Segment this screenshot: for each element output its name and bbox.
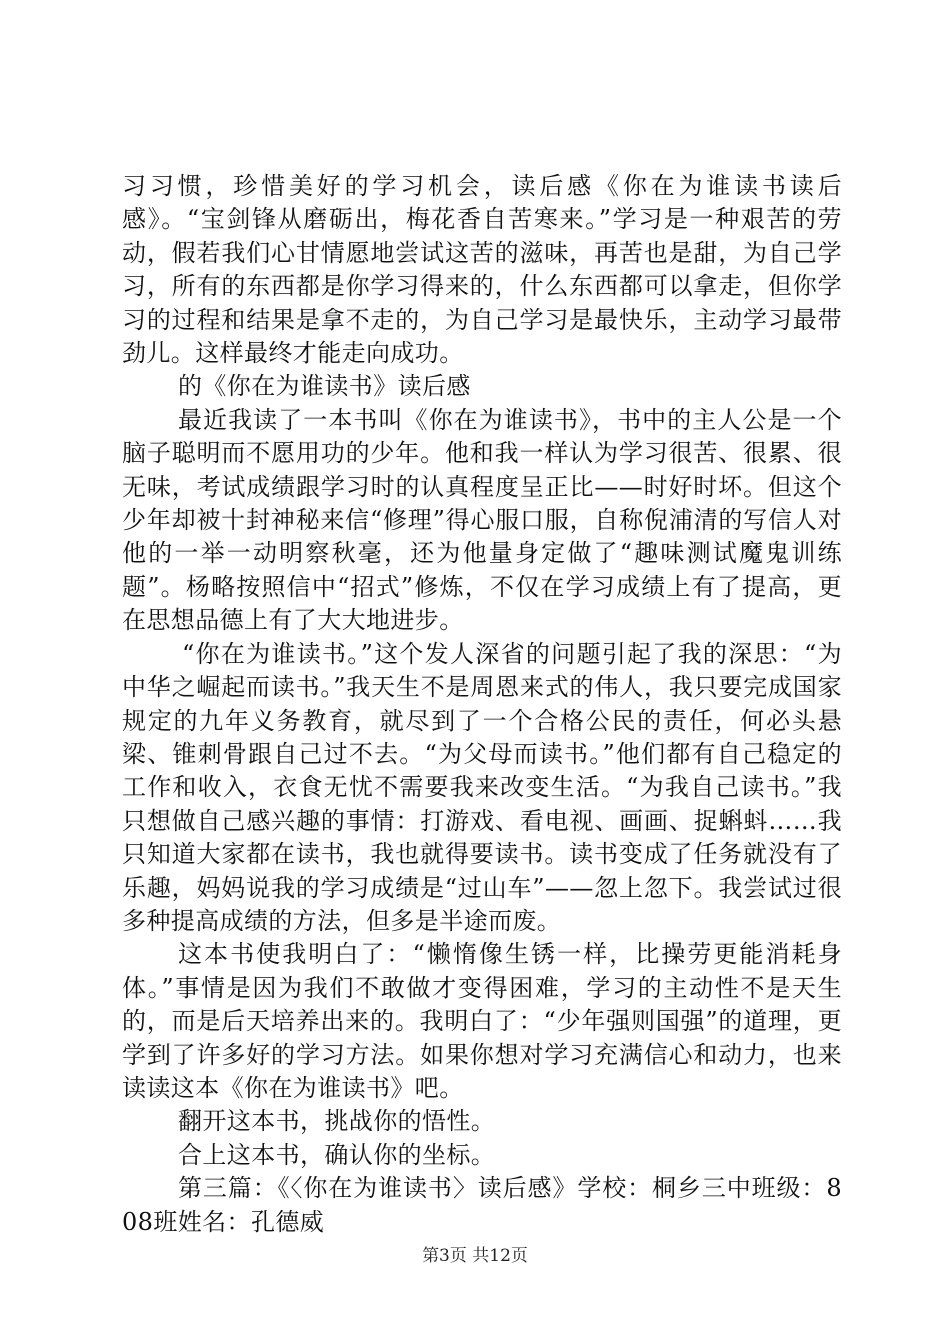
next-section-heading: 第三篇：《〈你在为谁读书〉读后感》学校：桐乡三中班级：808班姓名：孔德威 xyxy=(122,1174,842,1236)
page-number-footer: 第3页 共12页 xyxy=(422,1246,528,1266)
closing-line-open-book: 翻开这本书，挑战你的悟性。 xyxy=(178,1107,496,1136)
paragraph-question: “你在为谁读书。”这个发人深省的问题引起了我的深思：“为中华之崛起而读书。”我天生不是周恩来式的伟人，我只要完成国家规定的九年义务教育，就尽到了一个合格公民的责任，何必头悬梁、锥刺骨跟自己过不去。“为父母而读书。”他们都有自己稳定的工作和收入，衣食无忧不需要我来改变生活。“为我自己读书。”我只想做自己感兴趣的事情：打游戏、看电视、画画、捉蝌蚪……我只知道大家都在读书，我也就得要读书。读书变成了任务就没有了乐趣，妈妈说我的学习成绩是“过山车”——忽上忽下。我尝试过很多种提高成绩的方法，但多是半途而废。 xyxy=(122,639,842,935)
section-heading: 的《你在为谁读书》读后感 xyxy=(178,372,471,401)
paragraph-intro: 最近我读了一本书叫《你在为谁读书》，书中的主人公是一个脑子聪明而不愿用功的少年。他和我一样认为学习很苦、很累、很无味，考试成绩跟学习时的认真程度呈正比——时好时坏。但这个少年却被十封神秘来信“修理”得心服口服，自称倪浦清的写信人对他的一举一动明察秋毫，还为他量身定做了“趣味测试魔鬼训练题”。杨略按照信中“招式”修炼，不仅在学习成绩上有了提高，更在思想品德上有了大大地进步。 xyxy=(122,405,842,635)
closing-line-close-book: 合上这本书，确认你的坐标。 xyxy=(178,1140,496,1169)
document-body xyxy=(122,170,842,1239)
paragraph-lesson: 这本书使我明白了：“懒惰像生锈一样，比操劳更能消耗身体。”事情是因为我们不敢做才变得困难，学习的主动性不是天生的，而是后天培养出来的。我明白了：“少年强则国强”的道理，更学到了许多好的学习方法。如果你想对学习充满信心和动力，也来读读这本《你在为谁读书》吧。 xyxy=(122,940,842,1102)
paragraph-continuation: 习习惯，珍惜美好的学习机会，读后感《你在为谁读书读后感》。“宝剑锋从磨砺出，梅花香自苦寒来。”学习是一种艰苦的劳动，假若我们心甘情愿地尝试这苦的滋味，再苦也是甜，为自己学习，所有的东西都是你学习得来的，什么东西都可以拿走，但你学习的过程和结果是拿不走的，为自己学习是最快乐，主动学习最带劲儿。这样最终才能走向成功。 xyxy=(122,172,842,368)
